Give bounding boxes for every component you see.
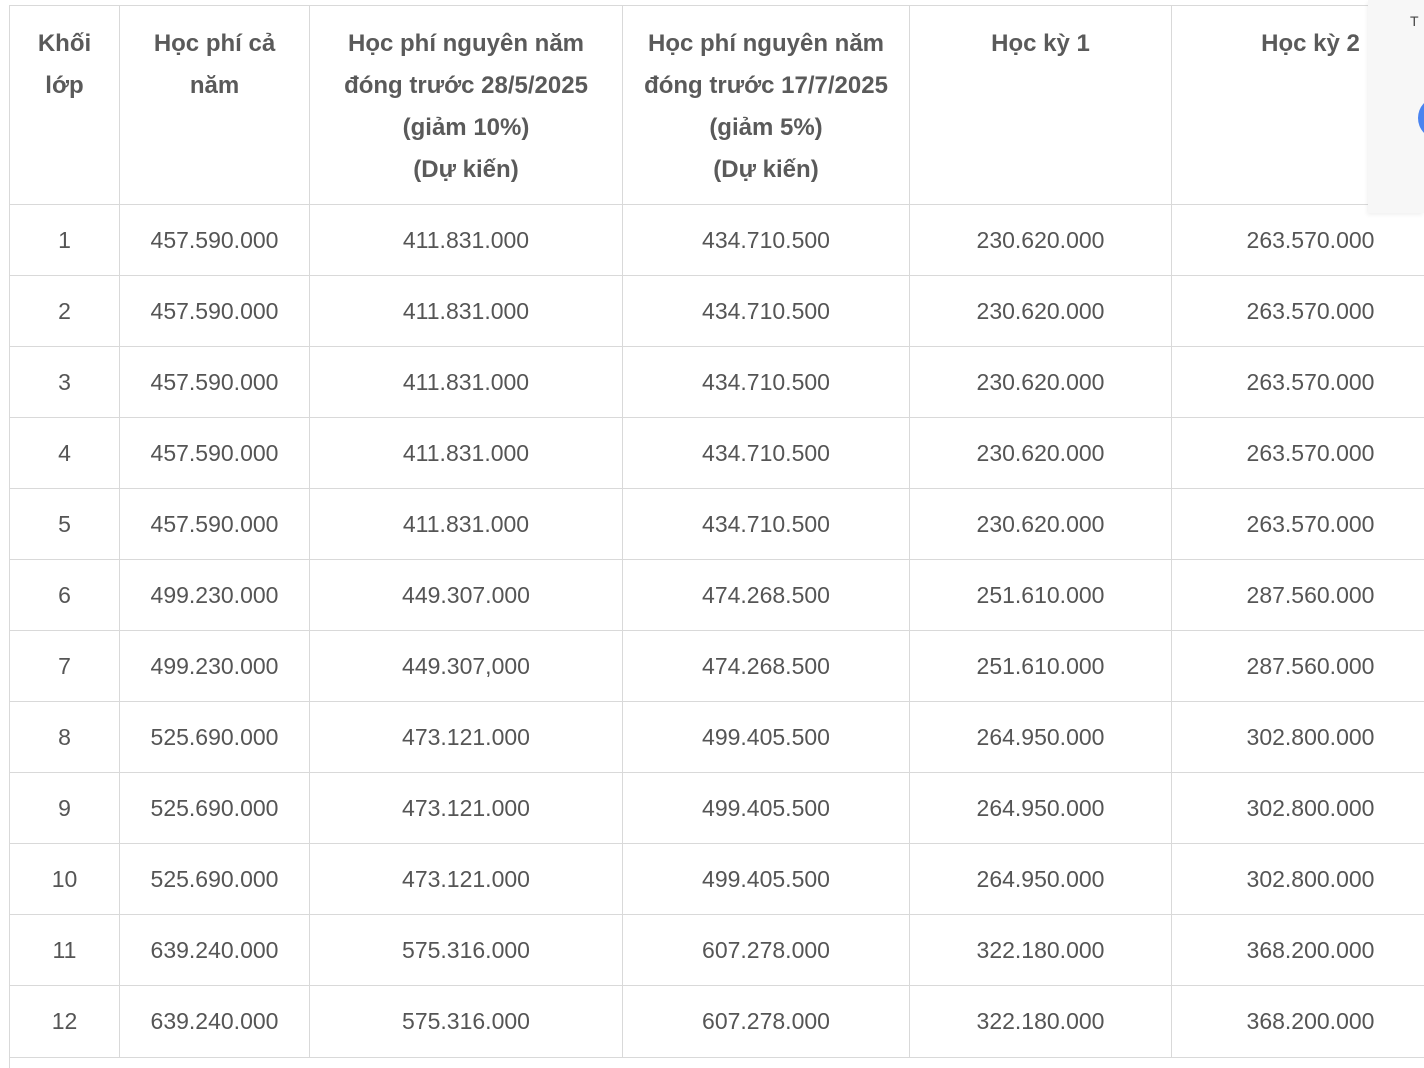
prepay-28-5-cell: 473.121.000 — [310, 702, 623, 773]
prepay-17-7-cell: 434.710.500 — [623, 418, 910, 489]
annual-fee-cell: 525.690.000 — [120, 844, 310, 915]
grade-cell: 2 — [10, 276, 120, 347]
floating-side-widget[interactable] — [1368, 0, 1424, 213]
header-annual-fee — [120, 6, 310, 205]
header-prepay-17-7 — [623, 6, 910, 205]
semester-2-cell: 263.570.000 — [1172, 205, 1424, 276]
column-header-line: Học phí nguyên năm — [347, 30, 584, 57]
semester-1-cell: 322.180.000 — [910, 986, 1172, 1058]
table-row — [10, 276, 1424, 347]
grade-cell: 4 — [10, 418, 120, 489]
column-header-line: đóng trước 17/7/2025 — [644, 72, 888, 99]
table-row — [10, 418, 1424, 489]
prepay-28-5-cell: 411.831.000 — [310, 347, 623, 418]
table-bottom-edge — [9, 1058, 1424, 1068]
semester-2-cell: 287.560.000 — [1172, 631, 1424, 702]
semester-2-cell: 368.200.000 — [1172, 915, 1424, 986]
annual-fee-cell: 457.590.000 — [120, 205, 310, 276]
semester-1-cell: 230.620.000 — [910, 418, 1172, 489]
column-header-line: lớp — [45, 72, 84, 99]
prepay-17-7-cell: 434.710.500 — [623, 205, 910, 276]
header-prepay-28-5 — [310, 6, 623, 205]
tuition-fee-table-container — [9, 5, 1424, 1058]
semester-1-cell: 251.610.000 — [910, 560, 1172, 631]
table-row — [10, 702, 1424, 773]
prepay-28-5-cell: 411.831.000 — [310, 276, 623, 347]
column-header-line: Học kỳ 2 — [1261, 30, 1360, 57]
annual-fee-cell: 457.590.000 — [120, 347, 310, 418]
grade-cell: 7 — [10, 631, 120, 702]
prepay-28-5-cell: 411.831.000 — [310, 418, 623, 489]
annual-fee-cell: 457.590.000 — [120, 276, 310, 347]
grade-cell: 6 — [10, 560, 120, 631]
semester-2-cell: 302.800.000 — [1172, 702, 1424, 773]
header-grade — [10, 6, 120, 205]
prepay-17-7-cell: 607.278.000 — [623, 915, 910, 986]
semester-1-cell: 251.610.000 — [910, 631, 1172, 702]
prepay-28-5-cell: 473.121.000 — [310, 844, 623, 915]
header-semester-1 — [910, 6, 1172, 205]
semester-2-cell: 263.570.000 — [1172, 489, 1424, 560]
table-row — [10, 205, 1424, 276]
column-header-line: Khối — [37, 30, 92, 57]
prepay-17-7-cell: 607.278.000 — [623, 986, 910, 1058]
semester-2-cell: 302.800.000 — [1172, 844, 1424, 915]
semester-1-cell: 230.620.000 — [910, 489, 1172, 560]
column-header-line: (giảm 10%) — [402, 114, 530, 141]
prepay-28-5-cell: 473.121.000 — [310, 773, 623, 844]
semester-2-cell: 263.570.000 — [1172, 418, 1424, 489]
prepay-28-5-cell: 449.307,000 — [310, 631, 623, 702]
table-row — [10, 347, 1424, 418]
circle-button-icon[interactable] — [1418, 98, 1424, 138]
column-header-line: (giảm 5%) — [709, 114, 823, 141]
annual-fee-cell: 457.590.000 — [120, 418, 310, 489]
semester-1-cell: 264.950.000 — [910, 702, 1172, 773]
column-header-line: Học phí cả — [153, 30, 276, 57]
prepay-17-7-cell: 499.405.500 — [623, 773, 910, 844]
column-header-line: Học kỳ 1 — [991, 30, 1090, 57]
table-row — [10, 844, 1424, 915]
prepay-17-7-cell: 499.405.500 — [623, 702, 910, 773]
prepay-17-7-cell: 499.405.500 — [623, 844, 910, 915]
semester-1-cell: 264.950.000 — [910, 844, 1172, 915]
annual-fee-cell: 525.690.000 — [120, 773, 310, 844]
grade-cell: 9 — [10, 773, 120, 844]
prepay-17-7-cell: 434.710.500 — [623, 489, 910, 560]
semester-2-cell: 263.570.000 — [1172, 276, 1424, 347]
grade-cell: 3 — [10, 347, 120, 418]
column-header-line: đóng trước 28/5/2025 — [344, 72, 588, 99]
table-row — [10, 631, 1424, 702]
prepay-28-5-cell: 411.831.000 — [310, 489, 623, 560]
semester-2-cell: 263.570.000 — [1172, 347, 1424, 418]
prepay-17-7-cell: 474.268.500 — [623, 631, 910, 702]
prepay-28-5-cell: 575.316.000 — [310, 915, 623, 986]
prepay-17-7-cell: 434.710.500 — [623, 347, 910, 418]
semester-1-cell: 230.620.000 — [910, 347, 1172, 418]
table-row — [10, 773, 1424, 844]
semester-1-cell: 230.620.000 — [910, 205, 1172, 276]
widget-mark: T — [1410, 13, 1419, 29]
annual-fee-cell: 457.590.000 — [120, 489, 310, 560]
prepay-28-5-cell: 449.307.000 — [310, 560, 623, 631]
column-header-line: năm — [189, 72, 240, 99]
grade-cell: 8 — [10, 702, 120, 773]
table-header-row — [10, 6, 1424, 205]
column-header-line: Học phí nguyên năm — [647, 30, 884, 57]
column-header-line: (Dự kiến) — [713, 156, 819, 183]
semester-2-cell: 302.800.000 — [1172, 773, 1424, 844]
semester-1-cell: 322.180.000 — [910, 915, 1172, 986]
prepay-28-5-cell: 411.831.000 — [310, 205, 623, 276]
grade-cell: 11 — [10, 915, 120, 986]
semester-1-cell: 264.950.000 — [910, 773, 1172, 844]
semester-2-cell: 368.200.000 — [1172, 986, 1424, 1058]
annual-fee-cell: 499.230.000 — [120, 631, 310, 702]
prepay-28-5-cell: 575.316.000 — [310, 986, 623, 1058]
table-row — [10, 915, 1424, 986]
grade-cell: 12 — [10, 986, 120, 1058]
grade-cell: 10 — [10, 844, 120, 915]
prepay-17-7-cell: 434.710.500 — [623, 276, 910, 347]
tuition-fee-table — [9, 5, 1424, 1058]
grade-cell: 5 — [10, 489, 120, 560]
annual-fee-cell: 525.690.000 — [120, 702, 310, 773]
annual-fee-cell: 499.230.000 — [120, 560, 310, 631]
prepay-17-7-cell: 474.268.500 — [623, 560, 910, 631]
semester-2-cell: 287.560.000 — [1172, 560, 1424, 631]
semester-1-cell: 230.620.000 — [910, 276, 1172, 347]
table-row — [10, 560, 1424, 631]
table-body — [10, 205, 1424, 1058]
annual-fee-cell: 639.240.000 — [120, 915, 310, 986]
column-header-line: (Dự kiến) — [413, 156, 519, 183]
annual-fee-cell: 639.240.000 — [120, 986, 310, 1058]
grade-cell: 1 — [10, 205, 120, 276]
table-row — [10, 986, 1424, 1058]
table-row — [10, 489, 1424, 560]
